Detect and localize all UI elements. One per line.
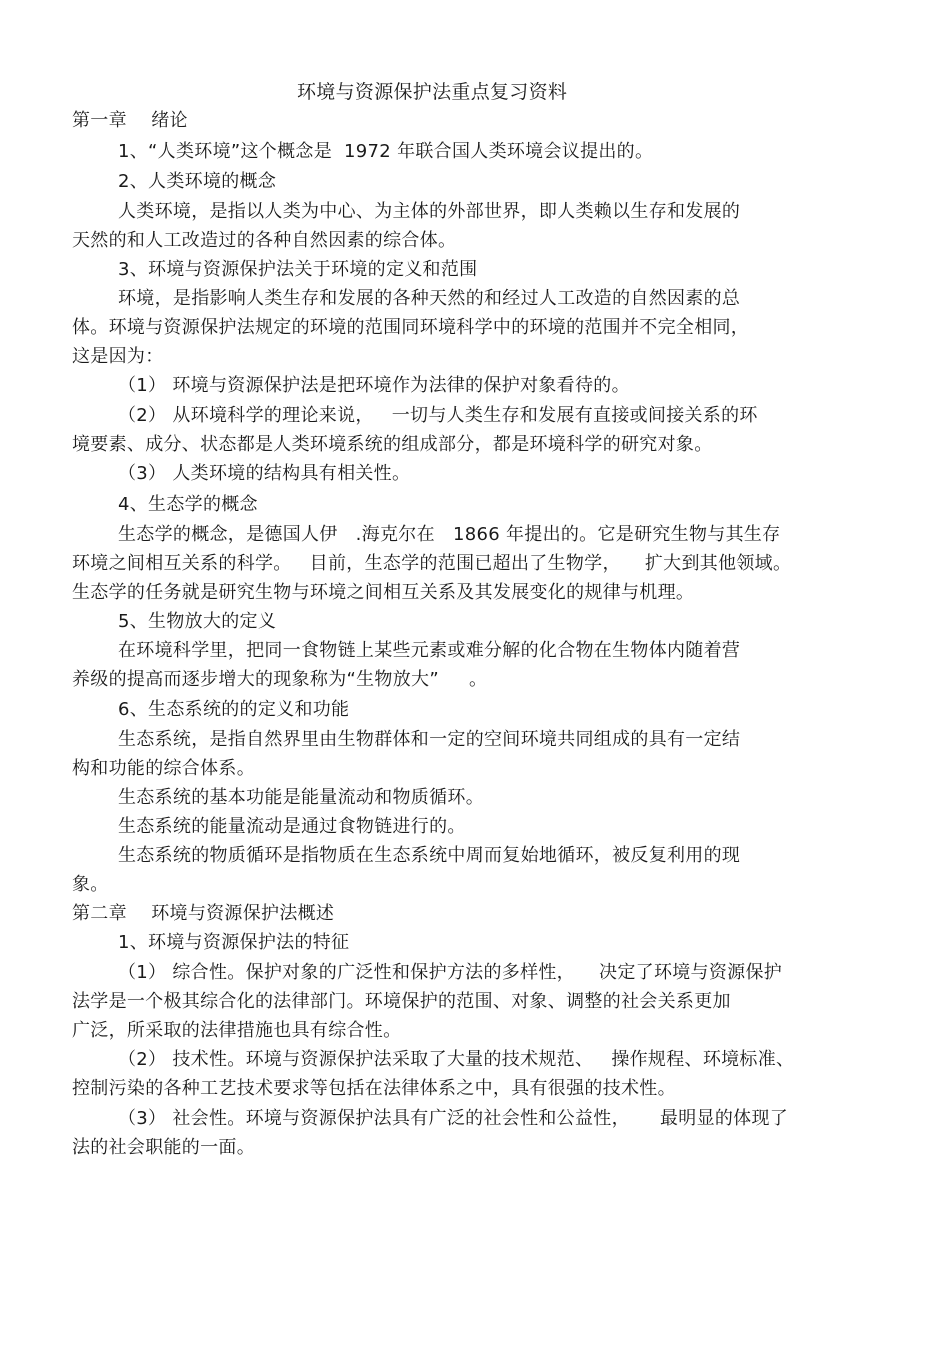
text-line: 境要素、成分、状态都是人类环境系统的组成部分，都是环境科学的研究对象。 (72, 434, 713, 455)
text-line: （2） 从环境科学的理论来说， 一切与人类生存和发展有直接或间接关系的环 (118, 405, 758, 426)
text-line: 1、“人类环境”这个概念是 1972 年联合国人类环境会议提出的。 (118, 141, 654, 162)
chapter-heading: 第二章 环境与资源保护法概述 (72, 903, 335, 924)
text-line: （1） 环境与资源保护法是把环境作为法律的保护对象看待的。 (118, 375, 630, 396)
text-line: 在环境科学里，把同一食物链上某些元素或难分解的化合物在生物体内随着营 (118, 640, 741, 661)
text-line: 象。 (72, 874, 109, 895)
text-line: 构和功能的综合体系。 (72, 758, 255, 779)
text-line: （3） 社会性。环境与资源保护法具有广泛的社会性和公益性， 最明显的体现了 (118, 1108, 789, 1129)
section-heading: 2、人类环境的概念 (118, 171, 277, 192)
text-line: 生态系统的能量流动是通过食物链进行的。 (118, 816, 466, 837)
section-heading: 4、生态学的概念 (118, 494, 258, 515)
text-line: （3） 人类环境的结构具有相关性。 (118, 463, 411, 484)
text-line: 这是因为： (72, 346, 164, 367)
text-line: 生态学的任务就是研究生物与环境之间相互关系及其发展变化的规律与机理。 (72, 582, 695, 603)
text-line: （2） 技术性。环境与资源保护法采取了大量的技术规范、 操作规程、环境标准、 (118, 1049, 795, 1070)
text-line: 天然的和人工改造过的各种自然因素的综合体。 (72, 230, 457, 251)
text-line: 广泛，所采取的法律措施也具有综合性。 (72, 1020, 402, 1041)
section-heading: 6、生态系统的的定义和功能 (118, 699, 350, 720)
text-line: 养级的提高而逐步增大的现象称为“生物放大” 。 (72, 669, 488, 690)
text-line: 环境之间相互关系的科学。 目前，生态学的范围已超出了生物学， 扩大到其他领域。 (72, 553, 792, 574)
text-line: 生态系统的物质循环是指物质在生态系统中周而复始地循环，被反复利用的现 (118, 845, 741, 866)
text-line: 体。环境与资源保护法规定的环境的范围同环境科学中的环境的范围并不完全相同， (72, 317, 750, 338)
text-line: 人类环境，是指以人类为中心、为主体的外部世界，即人类赖以生存和发展的 (118, 201, 741, 222)
text-line: 法的社会职能的一面。 (72, 1137, 255, 1158)
section-heading: 1、环境与资源保护法的特征 (118, 932, 350, 953)
text-line: 控制污染的各种工艺技术要求等包括在法律体系之中，具有很强的技术性。 (72, 1078, 676, 1099)
text-line: 法学是一个极其综合化的法律部门。环境保护的范围、对象、调整的社会关系更加 (72, 991, 731, 1012)
text-line: 环境，是指影响人类生存和发展的各种天然的和经过人工改造的自然因素的总 (118, 288, 741, 309)
text-line: （1） 综合性。保护对象的广泛性和保护方法的多样性， 决定了环境与资源保护 (118, 962, 783, 983)
chapter-heading: 第一章 绪论 (72, 110, 188, 131)
text-line: 生态学的概念，是德国人伊 .海克尔在 1866 年提出的。它是研究生物与其生存 (118, 524, 781, 545)
text-line: 生态系统，是指自然界里由生物群体和一定的空间环境共同组成的具有一定结 (118, 729, 741, 750)
document-title: 环境与资源保护法重点复习资料 (297, 81, 568, 103)
section-heading: 5、生物放大的定义 (118, 611, 277, 632)
text-line: 生态系统的基本功能是能量流动和物质循环。 (118, 787, 484, 808)
section-heading: 3、环境与资源保护法关于环境的定义和范围 (118, 259, 478, 280)
